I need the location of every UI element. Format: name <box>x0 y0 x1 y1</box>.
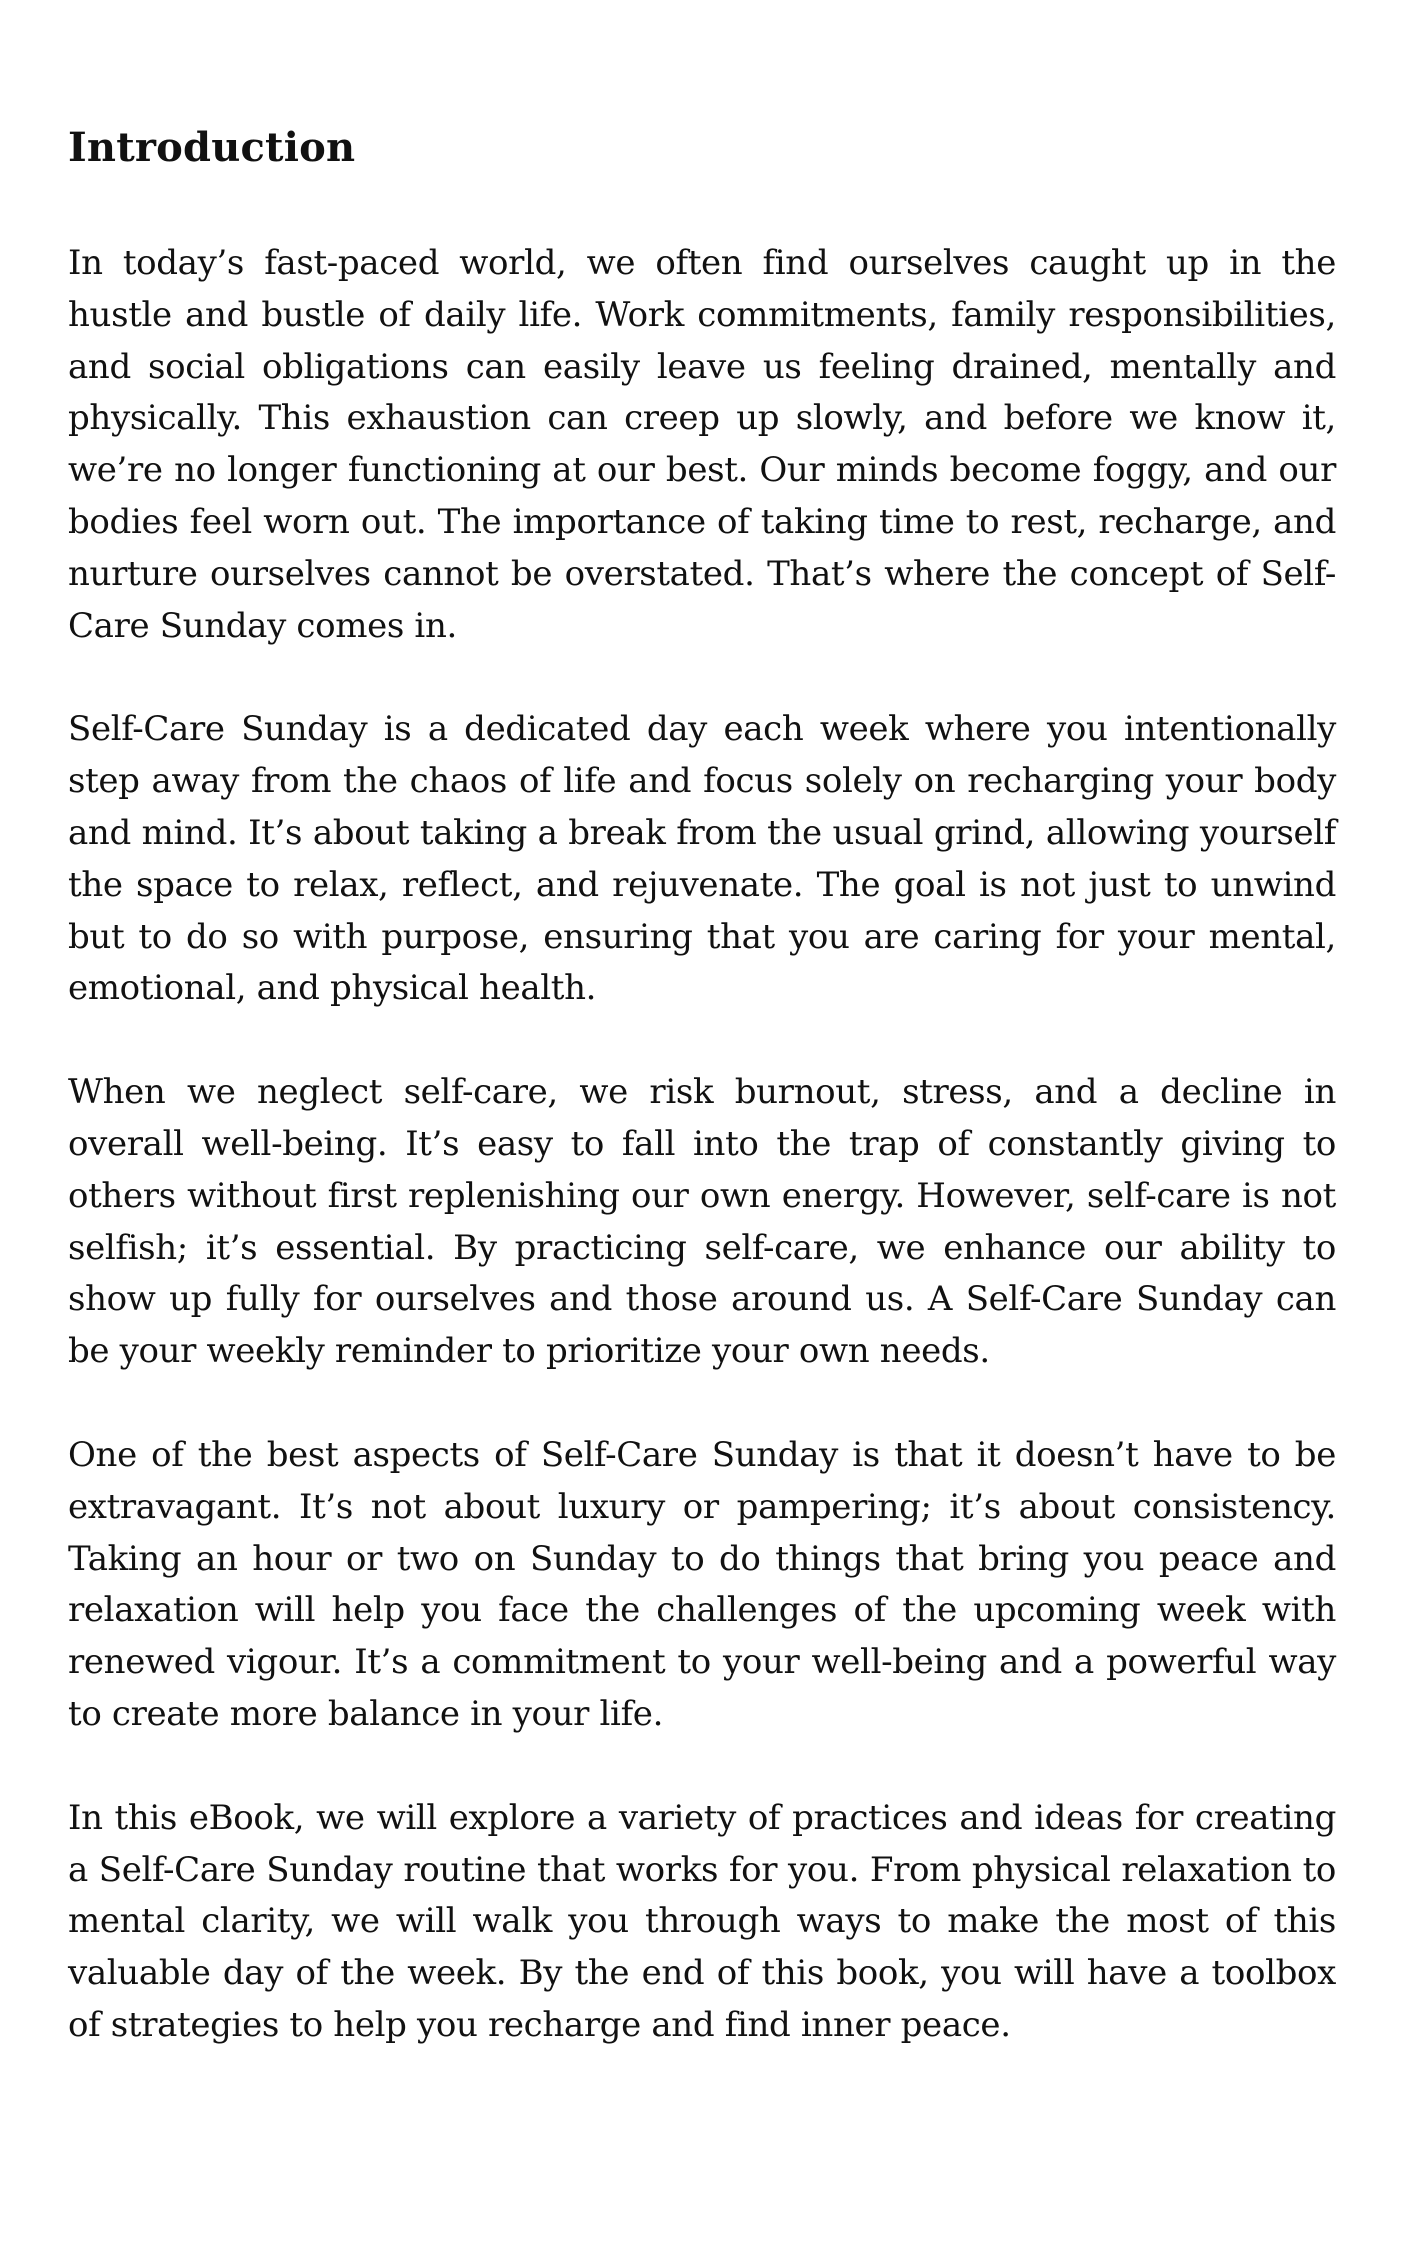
paragraph-5: In this eBook, we will explore a variety of practices and ideas for creating a Self-Care Sunday routine that works for you. From physical relaxation to mental clarity, we will walk you through ways to make the most of this valuable day of the week. By the end of this book, you will have a toolbox of strategies to help you recharge and find inner peace. <box>68 1797 1336 2045</box>
document-page <box>68 118 1336 2104</box>
paragraph-4: One of the best aspects of Self-Care Sunday is that it doesn’t have to be extravagant. It’s not about luxury or pampering; it’s about consistency. Taking an hour or two on Sunday to do things that bring you peace and relaxation will help you face the challenges of the upcoming week with renewed vigour. It’s a commitment to your well-being and a powerful way to create more balance in your life. <box>68 1434 1336 1734</box>
page-title: Introduction <box>68 124 356 171</box>
paragraph-1: In today’s fast-paced world, we often find ourselves caught up in the hustle and bustle of daily life. Work commitments, family responsibilities, and social obligations can easily leave us feeling drained, mentally and physically. This exhaustion can creep up slowly, and before we know it, we’re no longer functioning at our best. Our minds become foggy, and our bodies feel worn out. The importance of taking time to rest, recharge, and nurture ourselves cannot be overstated. That’s where the concept of Self-Care Sunday comes in. <box>68 243 1336 646</box>
paragraph-3: When we neglect self-care, we risk burnout, stress, and a decline in overall well-being. It’s easy to fall into the trap of constantly giving to others without first replenishing our own energy. However, self-care is not selfish; it’s essential. By practicing self-care, we enhance our ability to show up fully for ourselves and those around us. A Self-Care Sunday can be your weekly reminder to prioritize your own needs. <box>68 1072 1336 1372</box>
paragraph-2: Self-Care Sunday is a dedicated day each week where you intentionally step away from the chaos of life and focus solely on recharging your body and mind. It’s about taking a break from the usual grind, allowing yourself the space to relax, reflect, and rejuvenate. The goal is not just to unwind but to do so with purpose, ensuring that you are caring for your mental, emotional, and physical health. <box>68 709 1336 1009</box>
